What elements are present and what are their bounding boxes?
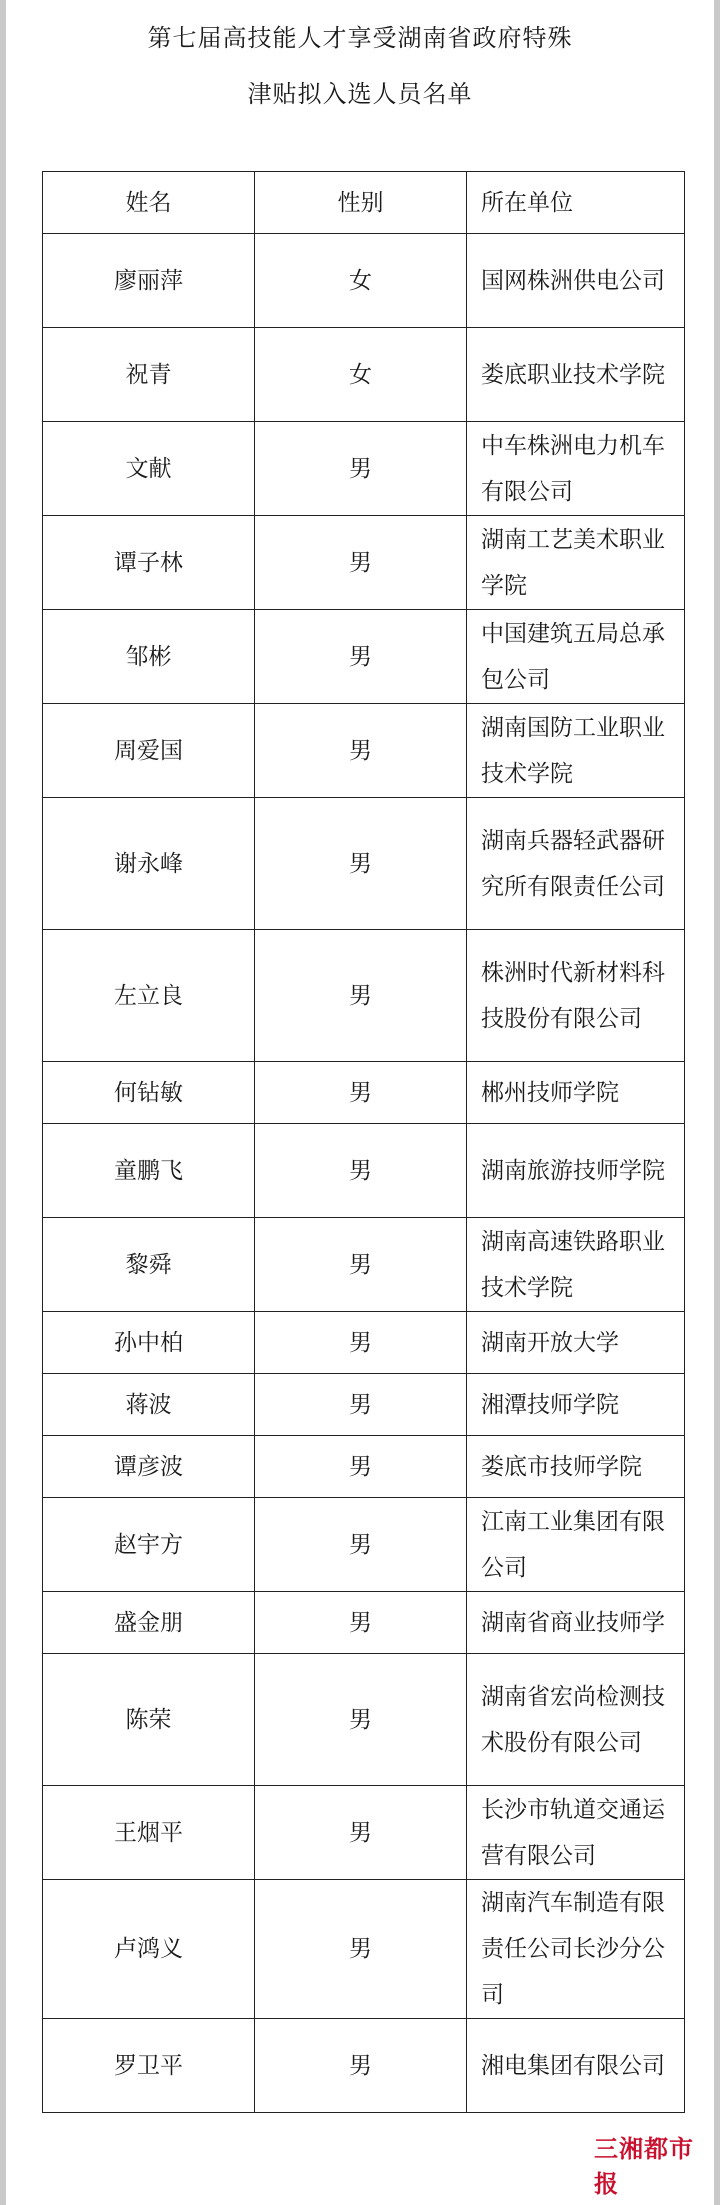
cell-name: 罗卫平	[43, 2019, 255, 2113]
cell-unit: 湖南汽车制造有限责任公司长沙分公司	[467, 1880, 685, 2019]
cell-gender: 男	[255, 1786, 467, 1880]
cell-unit: 国网株洲供电公司	[467, 234, 685, 328]
header-gender: 性别	[255, 172, 467, 234]
cell-gender: 男	[255, 1654, 467, 1786]
table-row	[43, 1124, 685, 1218]
table-row	[43, 2019, 685, 2113]
cell-unit: 湖南省商业技师学	[467, 1592, 685, 1654]
table-row	[43, 704, 685, 798]
cell-gender: 男	[255, 1124, 467, 1218]
cell-gender: 男	[255, 422, 467, 516]
cell-gender: 男	[255, 1498, 467, 1592]
table-row	[43, 610, 685, 704]
cell-name: 王烟平	[43, 1786, 255, 1880]
cell-gender: 男	[255, 930, 467, 1062]
document-title-line-2: 津贴拟入选人员名单	[247, 80, 473, 108]
document-title-line-1: 第七届高技能人才享受湖南省政府特殊	[147, 24, 573, 52]
cell-unit: 江南工业集团有限公司	[467, 1498, 685, 1592]
table-row	[43, 1498, 685, 1592]
cell-gender: 女	[255, 328, 467, 422]
cell-name: 谢永峰	[43, 798, 255, 930]
cell-unit: 湘潭技师学院	[467, 1374, 685, 1436]
table-row	[43, 798, 685, 930]
cell-name: 廖丽萍	[43, 234, 255, 328]
table-row	[43, 1436, 685, 1498]
header-name: 姓名	[43, 172, 255, 234]
table-row	[43, 1654, 685, 1786]
cell-name: 黎舜	[43, 1218, 255, 1312]
cell-unit: 娄底市技师学院	[467, 1436, 685, 1498]
table-row	[43, 516, 685, 610]
cell-gender: 男	[255, 1374, 467, 1436]
cell-name: 孙中柏	[43, 1312, 255, 1374]
cell-unit: 湖南工艺美术职业学院	[467, 516, 685, 610]
cell-gender: 男	[255, 2019, 467, 2113]
cell-name: 童鹏飞	[43, 1124, 255, 1218]
cell-gender: 男	[255, 1436, 467, 1498]
cell-name: 周爱国	[43, 704, 255, 798]
cell-gender: 男	[255, 1592, 467, 1654]
cell-name: 谭子林	[43, 516, 255, 610]
cell-name: 赵宇方	[43, 1498, 255, 1592]
document-page	[6, 0, 714, 2205]
header-unit: 所在单位	[467, 172, 685, 234]
cell-name: 陈荣	[43, 1654, 255, 1786]
cell-gender: 男	[255, 798, 467, 930]
cell-unit: 湖南旅游技师学院	[467, 1124, 685, 1218]
table-row	[43, 1786, 685, 1880]
cell-unit: 中国建筑五局总承包公司	[467, 610, 685, 704]
cell-unit: 湘电集团有限公司	[467, 2019, 685, 2113]
cell-name: 左立良	[43, 930, 255, 1062]
cell-gender: 男	[255, 1218, 467, 1312]
cell-gender: 男	[255, 1312, 467, 1374]
cell-gender: 男	[255, 516, 467, 610]
cell-name: 卢鸿义	[43, 1880, 255, 2019]
table-row	[43, 1592, 685, 1654]
cell-unit: 湖南高速铁路职业技术学院	[467, 1218, 685, 1312]
table-row	[43, 328, 685, 422]
cell-gender: 男	[255, 1062, 467, 1124]
cell-unit: 湖南省宏尚检测技术股份有限公司	[467, 1654, 685, 1786]
cell-unit: 长沙市轨道交通运营有限公司	[467, 1786, 685, 1880]
newspaper-logo: 三湘都市报	[594, 2135, 694, 2198]
cell-gender: 男	[255, 610, 467, 704]
table-row	[43, 1218, 685, 1312]
watermark-area	[594, 2135, 714, 2205]
cell-name: 谭彦波	[43, 1436, 255, 1498]
cell-gender: 男	[255, 1880, 467, 2019]
table-row	[43, 1880, 685, 2019]
cell-name: 盛金朋	[43, 1592, 255, 1654]
table-row	[43, 930, 685, 1062]
cell-gender: 女	[255, 234, 467, 328]
nominee-table	[42, 171, 685, 2113]
cell-name: 文献	[43, 422, 255, 516]
cell-gender: 男	[255, 704, 467, 798]
table-row	[43, 1312, 685, 1374]
cell-name: 蒋波	[43, 1374, 255, 1436]
table-row	[43, 234, 685, 328]
cell-unit: 湖南兵器轻武器研究所有限责任公司	[467, 798, 685, 930]
table-row	[43, 422, 685, 516]
table-row	[43, 1062, 685, 1124]
cell-unit: 湖南国防工业职业技术学院	[467, 704, 685, 798]
cell-unit: 株洲时代新材料科技股份有限公司	[467, 930, 685, 1062]
cell-unit: 娄底职业技术学院	[467, 328, 685, 422]
table-row	[43, 1374, 685, 1436]
cell-name: 邹彬	[43, 610, 255, 704]
cell-unit: 郴州技师学院	[467, 1062, 685, 1124]
cell-name: 祝青	[43, 328, 255, 422]
table-header-row	[43, 172, 685, 234]
cell-unit: 湖南开放大学	[467, 1312, 685, 1374]
cell-name: 何钻敏	[43, 1062, 255, 1124]
cell-unit: 中车株洲电力机车有限公司	[467, 422, 685, 516]
